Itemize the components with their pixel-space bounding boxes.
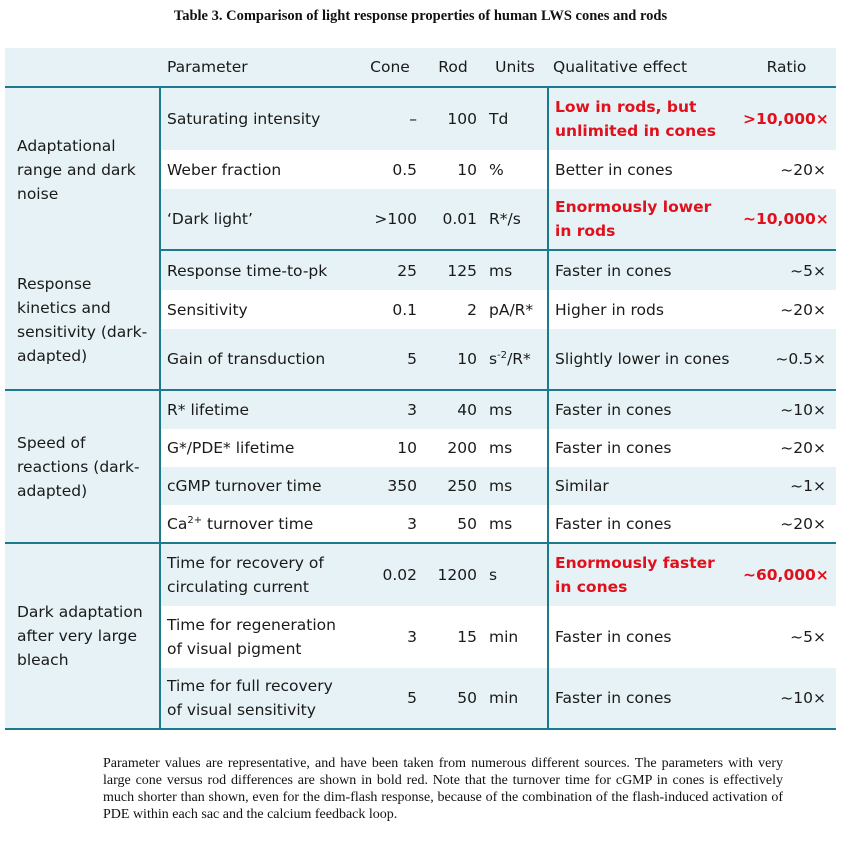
cone-cell: 0.5 bbox=[357, 150, 423, 189]
group-label: Dark adaptation after very large bleach bbox=[5, 544, 161, 730]
rod-cell: 15 bbox=[423, 606, 483, 668]
qualitative-cell: Higher in rods bbox=[547, 290, 737, 329]
ratio-cell: ~10× bbox=[737, 391, 836, 429]
parameter-cell: Time for recovery of circulating current bbox=[161, 544, 357, 606]
units-cell: min bbox=[483, 668, 547, 730]
table-row bbox=[5, 88, 836, 150]
qualitative-cell: Low in rods, but unlimited in cones bbox=[547, 88, 737, 150]
cone-cell: – bbox=[357, 88, 423, 150]
parameter-cell: Gain of transduction bbox=[161, 329, 357, 391]
ratio-cell: ~20× bbox=[737, 150, 836, 189]
rod-cell: 50 bbox=[423, 668, 483, 730]
ratio-cell: ~60,000× bbox=[737, 544, 836, 606]
parameter-superscript: 2+ bbox=[187, 514, 203, 526]
cone-cell: 10 bbox=[357, 429, 423, 467]
parameter-base: Ca bbox=[167, 514, 188, 533]
parameter-cell: Time for regeneration of visual pigment bbox=[161, 606, 357, 668]
header-row bbox=[5, 48, 836, 88]
parameter-cell: R* lifetime bbox=[161, 391, 357, 429]
qualitative-cell: Similar bbox=[547, 467, 737, 505]
rod-cell: 200 bbox=[423, 429, 483, 467]
header-ratio: Ratio bbox=[737, 48, 836, 88]
units-cell: % bbox=[483, 150, 547, 189]
parameter-cell: ‘Dark light’ bbox=[161, 189, 357, 251]
parameter-cell: Response time-to-pk bbox=[161, 251, 357, 290]
cone-cell: 350 bbox=[357, 467, 423, 505]
qualitative-cell: Enormously lower in rods bbox=[547, 189, 737, 251]
table-row bbox=[5, 544, 836, 606]
parameter-cell: G*/PDE* lifetime bbox=[161, 429, 357, 467]
qualitative-cell: Faster in cones bbox=[547, 668, 737, 730]
rod-cell: 40 bbox=[423, 391, 483, 429]
qualitative-cell: Enormously faster in cones bbox=[547, 544, 737, 606]
table-row bbox=[5, 251, 836, 290]
units-cell: Td bbox=[483, 88, 547, 150]
ratio-cell: ~5× bbox=[737, 606, 836, 668]
header-group bbox=[5, 48, 161, 88]
header-units: Units bbox=[483, 48, 547, 88]
parameter-cell: Time for full recovery of visual sensitivity bbox=[161, 668, 357, 730]
rod-cell: 125 bbox=[423, 251, 483, 290]
ratio-cell: ~10× bbox=[737, 668, 836, 730]
header-cone: Cone bbox=[357, 48, 423, 88]
rod-cell: 10 bbox=[423, 150, 483, 189]
qualitative-cell: Faster in cones bbox=[547, 391, 737, 429]
rod-cell: 50 bbox=[423, 505, 483, 544]
cone-cell: 5 bbox=[357, 329, 423, 391]
cone-cell: >100 bbox=[357, 189, 423, 251]
parameter-cell: Saturating intensity bbox=[161, 88, 357, 150]
units-cell bbox=[483, 329, 547, 391]
table-row bbox=[5, 391, 836, 429]
ratio-cell: ~10,000× bbox=[737, 189, 836, 251]
cone-cell: 0.02 bbox=[357, 544, 423, 606]
qualitative-cell: Faster in cones bbox=[547, 251, 737, 290]
units-cell: ms bbox=[483, 251, 547, 290]
cone-cell: 5 bbox=[357, 668, 423, 730]
group-label: Adaptational range and dark noise bbox=[5, 88, 161, 251]
rod-cell: 1200 bbox=[423, 544, 483, 606]
ratio-cell: ~5× bbox=[737, 251, 836, 290]
units-superscript: -2 bbox=[497, 349, 508, 361]
parameter-cell bbox=[161, 505, 357, 544]
units-cell: R*/s bbox=[483, 189, 547, 251]
qualitative-cell: Faster in cones bbox=[547, 606, 737, 668]
cone-cell: 3 bbox=[357, 505, 423, 544]
parameter-cell: Sensitivity bbox=[161, 290, 357, 329]
ratio-cell: ~0.5× bbox=[737, 329, 836, 391]
units-cell: min bbox=[483, 606, 547, 668]
rod-cell: 250 bbox=[423, 467, 483, 505]
units-cell: s bbox=[483, 544, 547, 606]
parameter-cell: Weber fraction bbox=[161, 150, 357, 189]
units-cell: ms bbox=[483, 467, 547, 505]
qualitative-cell: Faster in cones bbox=[547, 429, 737, 467]
header-parameter: Parameter bbox=[161, 48, 357, 88]
cone-cell: 3 bbox=[357, 606, 423, 668]
units-cell: pA/R* bbox=[483, 290, 547, 329]
parameter-cell: cGMP turnover time bbox=[161, 467, 357, 505]
rod-cell: 2 bbox=[423, 290, 483, 329]
group-label: Speed of reactions (dark-adapted) bbox=[5, 391, 161, 544]
ratio-cell: ~20× bbox=[737, 505, 836, 544]
cone-cell: 3 bbox=[357, 391, 423, 429]
header-qualitative: Qualitative effect bbox=[547, 48, 737, 88]
units-tail: /R* bbox=[507, 350, 531, 368]
units-cell: ms bbox=[483, 505, 547, 544]
units-base: s bbox=[489, 350, 498, 368]
ratio-cell: ~20× bbox=[737, 290, 836, 329]
cone-cell: 0.1 bbox=[357, 290, 423, 329]
group-label: Response kinetics and sensitivity (dark-adapted) bbox=[5, 251, 161, 391]
table-caption: Table 3. Comparison of light response properties of human LWS cones and rods bbox=[173, 8, 668, 24]
comparison-table bbox=[5, 48, 836, 730]
header-rod: Rod bbox=[423, 48, 483, 88]
ratio-cell: ~1× bbox=[737, 467, 836, 505]
rod-cell: 100 bbox=[423, 88, 483, 150]
cone-cell: 25 bbox=[357, 251, 423, 290]
parameter-tail: turnover time bbox=[202, 514, 314, 533]
ratio-cell: >10,000× bbox=[737, 88, 836, 150]
ratio-cell: ~20× bbox=[737, 429, 836, 467]
qualitative-cell: Faster in cones bbox=[547, 505, 737, 544]
units-cell: ms bbox=[483, 391, 547, 429]
rod-cell: 0.01 bbox=[423, 189, 483, 251]
units-cell: ms bbox=[483, 429, 547, 467]
qualitative-cell: Slightly lower in cones bbox=[547, 329, 737, 391]
rod-cell: 10 bbox=[423, 329, 483, 391]
qualitative-cell: Better in cones bbox=[547, 150, 737, 189]
table-footnote: Parameter values are representative, and have been taken from numerous different sources. The parameters with very large cone versus rod differences are shown in bold red. Note that the turnover time for cGMP in cones is effectively much shorter than shown, even for the dim-flash response, because of the combination of the flash-induced activation of PDE within each sac and the calcium feedback loop. bbox=[103, 756, 783, 822]
